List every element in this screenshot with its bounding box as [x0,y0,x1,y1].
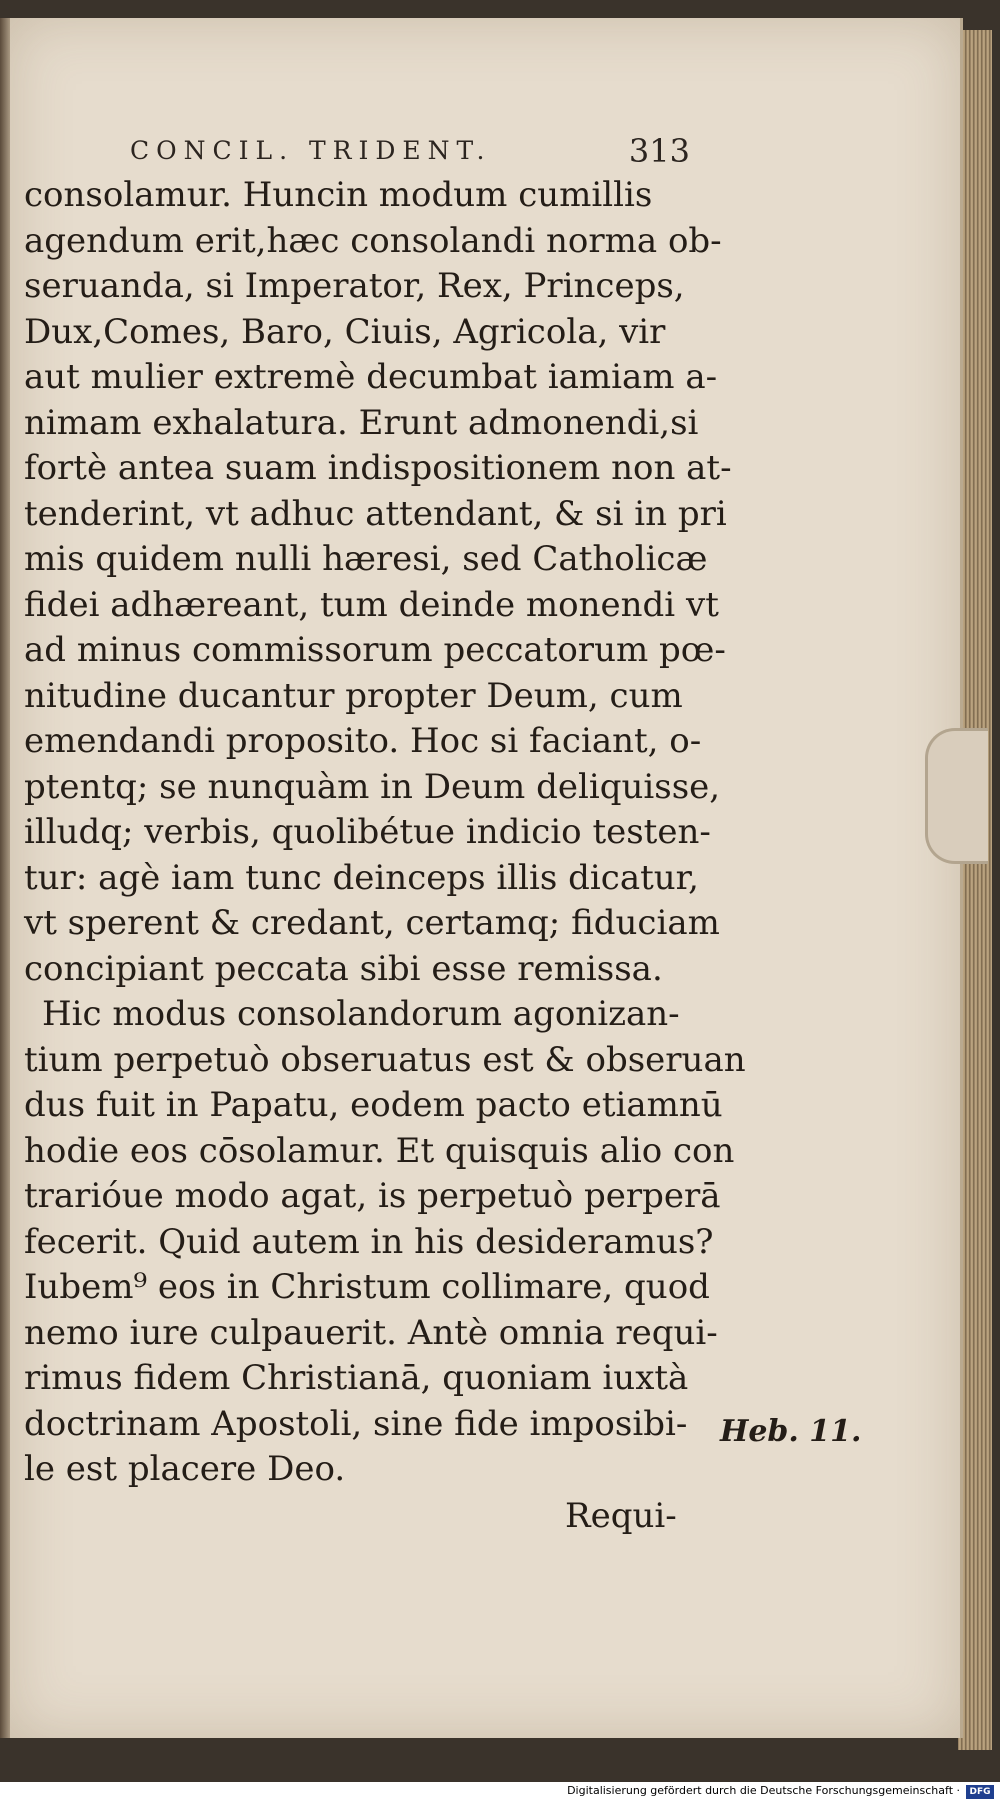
text-line: Hic modus consolandorum agonizan- [42,994,680,1034]
text-line: Dux,Comes, Baro, Ciuis, Agricola, vir [24,311,666,352]
text-line: doctrinam Apostoli, sine fide imposibi- [24,1403,688,1444]
text-line: tur: agè iam tunc deinceps illis dicatur, [24,857,699,898]
text-line: nimam exhalatura. Erunt admonendi,si [24,402,699,443]
text-line: agendum erit,hæc consolandi norma ob- [24,220,722,261]
catchword: Requi- [565,1496,677,1536]
text-line: ptentq; se nunquàm in Deum deliquisse, [24,766,721,807]
page-header [130,132,690,176]
page-number: 313 [628,132,690,170]
footer-credit: Digitalisierung gefördert durch die Deutsche Forschungsgemeinschaft · [567,1784,960,1797]
dfg-logo-icon: DFG [966,1785,994,1799]
text-line: fortè antea suam indispositionem non at- [24,448,732,488]
text-line: nemo iure culpauerit. Antè omnia requi- [24,1312,718,1353]
text-line: concipiant peccata sibi esse remissa. [24,948,663,989]
text-line: mis quidem nulli hæresi, sed Catholicæ [24,539,708,579]
book-clasp [925,728,988,864]
text-line: consolamur. Huncin modum cumillis [24,175,653,215]
text-line: dus fuit in Papatu, eodem pacto etiamnū [24,1085,723,1125]
text-line: vt sperent & credant, certamq; fiduciam [24,903,720,943]
text-line: Iubem⁹ eos in Christum collimare, quod [24,1267,710,1307]
text-line: fecerit. Quid autem in his desideramus? [24,1221,714,1262]
running-head: CONCIL. TRIDENT. [130,136,492,165]
text-line: nitudine ducantur propter Deum, cum [24,675,683,716]
text-line: trarióue modo agat, is perpetuò perperā [24,1176,721,1216]
text-line: tenderint, vt adhuc attendant, & si in pri [24,493,727,534]
text-line: tium perpetuò obseruatus est & obseruan [24,1039,746,1080]
text-line: le est placere Deo. [24,1449,346,1489]
text-line: illudq; verbis, quolibétue indicio testen- [24,812,711,852]
page-edges [958,30,992,1750]
text-line: rimus fidem Christianā, quoniam iuxtà [24,1358,689,1398]
text-line: seruanda, si Imperator, Rex, Princeps, [24,266,685,306]
book-page [10,18,963,1738]
text-line: emendandi proposito. Hoc si faciant, o- [24,721,702,761]
text-line: fidei adhæreant, tum deinde monendi vt [24,584,719,625]
text-line: ad minus commissorum peccatorum pœ- [24,630,726,670]
body-text [24,173,746,1493]
footer-bar [0,1782,1000,1802]
text-line: hodie eos cōsolamur. Et quisquis alio con [24,1130,735,1171]
text-line: aut mulier extremè decumbat iamiam a- [24,357,718,397]
marginal-note: Heb. 11. [720,1414,862,1449]
